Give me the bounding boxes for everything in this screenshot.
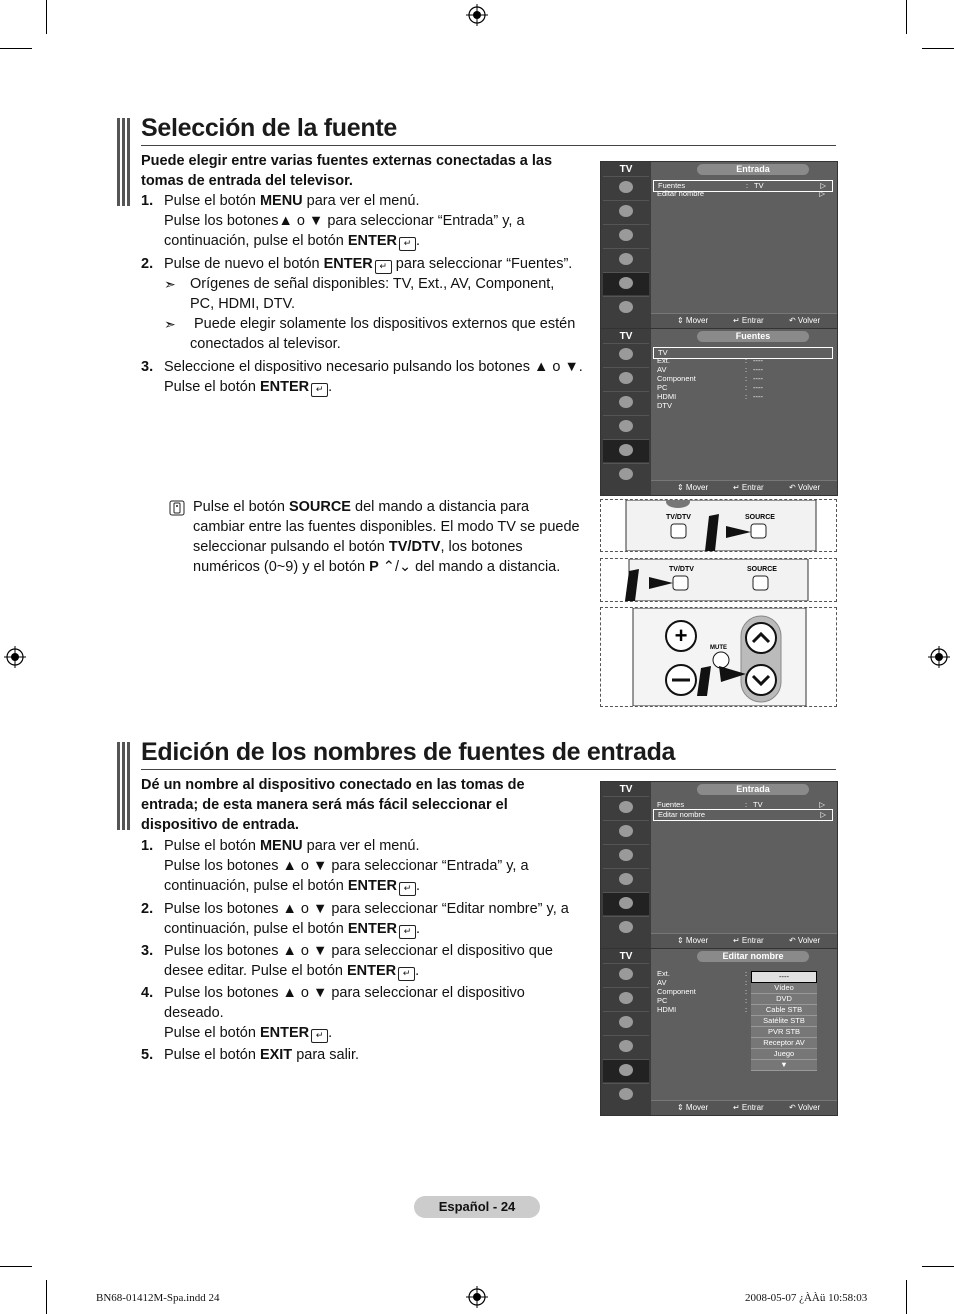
section-marker bbox=[117, 742, 132, 830]
picture-icon[interactable] bbox=[603, 796, 649, 819]
input-icon[interactable] bbox=[603, 272, 649, 295]
page-number: Español - 24 bbox=[414, 1196, 540, 1218]
name-option[interactable]: Juego bbox=[751, 1049, 817, 1060]
section-marker bbox=[117, 118, 132, 206]
name-option[interactable]: DVD bbox=[751, 994, 817, 1005]
mute-label: MUTE bbox=[710, 645, 727, 651]
enter-hint: ↵ Entrar bbox=[733, 936, 764, 945]
menu-row[interactable]: Component : bbox=[657, 987, 748, 996]
name-option[interactable]: ---- bbox=[751, 971, 817, 983]
tv-label: TV bbox=[619, 784, 633, 795]
menu-footer bbox=[651, 933, 837, 948]
name-option[interactable]: PVR STB bbox=[751, 1027, 817, 1038]
menu-row[interactable]: HDMI : ---- bbox=[657, 392, 763, 401]
registration-mark-icon bbox=[466, 4, 488, 26]
menu-row[interactable]: Fuentes : TV ▷ bbox=[657, 800, 825, 809]
setup-icon[interactable] bbox=[603, 868, 649, 891]
date-slug: 2008-05-07 ¿ÀÀü 10:58:03 bbox=[745, 1292, 868, 1304]
tv-label: TV bbox=[619, 951, 633, 962]
input-icon[interactable] bbox=[603, 439, 649, 462]
name-option[interactable]: Vídeo bbox=[751, 983, 817, 994]
enter-hint: ↵ Entrar bbox=[733, 483, 764, 492]
registration-mark-icon bbox=[466, 1286, 488, 1308]
picture-icon[interactable] bbox=[603, 343, 649, 366]
back-hint: ↶ Volver bbox=[789, 1103, 821, 1112]
step-number: 3. bbox=[141, 943, 154, 959]
enter-icon: ↵ bbox=[399, 882, 416, 896]
section-title: Edición de los nombres de fuentes de entrada bbox=[141, 738, 676, 766]
enter-icon: ↵ bbox=[398, 967, 415, 981]
name-option[interactable]: Satélite STB bbox=[751, 1016, 817, 1027]
step-number: 1. bbox=[141, 193, 154, 209]
menu-header: Entrada bbox=[697, 784, 809, 795]
remote-tvdtv-button-image bbox=[600, 558, 837, 602]
tv-menu-entrada bbox=[600, 161, 838, 329]
remote-tip-icon bbox=[169, 500, 185, 516]
enter-icon: ↵ bbox=[375, 260, 392, 274]
registration-mark-icon bbox=[928, 646, 950, 668]
name-option[interactable]: Receptor AV bbox=[751, 1038, 817, 1049]
menu-footer bbox=[651, 313, 837, 328]
menu-row[interactable]: PC : bbox=[657, 996, 748, 1005]
channel-icon[interactable] bbox=[603, 391, 649, 414]
application-icon[interactable] bbox=[603, 916, 649, 939]
move-hint: ⇕ Mover bbox=[677, 1103, 709, 1112]
menu-row[interactable]: HDMI : bbox=[657, 1005, 748, 1014]
menu-row[interactable]: AV : bbox=[657, 978, 748, 987]
menu-row[interactable]: PC : ---- bbox=[657, 383, 763, 392]
back-hint: ↶ Volver bbox=[789, 936, 821, 945]
menu-row[interactable]: Ext. : ---- bbox=[657, 356, 763, 365]
title-rule bbox=[141, 145, 836, 146]
svg-text:TV/DTV: TV/DTV bbox=[669, 566, 694, 573]
menu-sidebar bbox=[601, 329, 651, 495]
move-hint: ⇕ Mover bbox=[677, 936, 709, 945]
picture-icon[interactable] bbox=[603, 176, 649, 199]
section-intro: Puede elegir entre varias fuentes externas conectadas a las tomas de entrada del televisor. bbox=[141, 153, 553, 189]
menu-sidebar bbox=[601, 782, 651, 948]
sound-icon[interactable] bbox=[603, 367, 649, 390]
step-number: 3. bbox=[141, 359, 154, 375]
tv-menu-editar-nombre bbox=[600, 948, 838, 1116]
sound-icon[interactable] bbox=[603, 200, 649, 223]
enter-icon: ↵ bbox=[311, 1029, 328, 1043]
enter-icon: ↵ bbox=[399, 925, 416, 939]
back-hint: ↶ Volver bbox=[789, 483, 821, 492]
menu-row[interactable]: AV : ---- bbox=[657, 365, 763, 374]
menu-footer bbox=[651, 1100, 837, 1115]
step-number: 2. bbox=[141, 256, 154, 272]
application-icon[interactable] bbox=[603, 1083, 649, 1106]
remote-channel-buttons-image bbox=[600, 607, 837, 707]
step-number: 2. bbox=[141, 901, 154, 917]
source-label: SOURCE bbox=[745, 514, 775, 521]
note-arrow-icon: ➣ bbox=[164, 276, 176, 292]
name-option[interactable]: ▼ bbox=[751, 1060, 817, 1071]
step-number: 4. bbox=[141, 985, 154, 1001]
step-number: 1. bbox=[141, 838, 154, 854]
svg-text:SOURCE: SOURCE bbox=[747, 566, 777, 573]
note: ➣ Orígenes de señal disponibles: TV, Ext., AV, Component, PC, HDMI, DTV. bbox=[164, 276, 555, 312]
menu-row[interactable]: Editar nombre ▷ bbox=[653, 809, 833, 821]
enter-hint: ↵ Entrar bbox=[733, 316, 764, 325]
enter-hint: ↵ Entrar bbox=[733, 1103, 764, 1112]
menu-header: Entrada bbox=[697, 164, 809, 175]
tv-menu-entrada bbox=[600, 781, 838, 949]
channel-icon[interactable] bbox=[603, 224, 649, 247]
enter-icon: ↵ bbox=[311, 383, 328, 397]
menu-row[interactable]: Component : ---- bbox=[657, 374, 763, 383]
tvdtv-label: TV/DTV bbox=[666, 514, 691, 521]
tv-label: TV bbox=[619, 331, 633, 342]
menu-sidebar bbox=[601, 949, 651, 1115]
application-icon[interactable] bbox=[603, 296, 649, 319]
menu-row[interactable]: Editar nombre ▷ bbox=[657, 189, 825, 198]
setup-icon[interactable] bbox=[603, 415, 649, 438]
application-icon[interactable] bbox=[603, 463, 649, 486]
menu-row[interactable]: Ext. : bbox=[657, 969, 748, 978]
setup-icon[interactable] bbox=[603, 248, 649, 271]
sound-icon[interactable] bbox=[603, 987, 649, 1010]
back-hint: ↶ Volver bbox=[789, 316, 821, 325]
svg-text:+: + bbox=[674, 623, 688, 648]
sound-icon[interactable] bbox=[603, 820, 649, 843]
title-rule bbox=[141, 769, 836, 770]
input-icon[interactable] bbox=[603, 892, 649, 915]
section-title: Selección de la fuente bbox=[141, 114, 397, 142]
remote-tip: Pulse el botón SOURCE del mando a distancia para cambiar entre las fuentes disponibles. El modo TV se puede seleccionar pulsando el botón TV/DTV, los botones numéricos (0~9) y el botón P ⌃/⌄ del mando a distancia. bbox=[193, 499, 580, 575]
registration-mark-icon bbox=[4, 646, 26, 668]
move-hint: ⇕ Mover bbox=[677, 483, 709, 492]
menu-sidebar bbox=[601, 162, 651, 328]
menu-row[interactable]: TV bbox=[653, 347, 833, 359]
menu-header: Fuentes bbox=[697, 331, 809, 342]
step-number: 5. bbox=[141, 1047, 154, 1063]
tv-menu-fuentes bbox=[600, 328, 838, 496]
file-slug: BN68-01412M-Spa.indd 24 bbox=[96, 1292, 220, 1304]
tv-label: TV bbox=[619, 164, 633, 175]
enter-icon: ↵ bbox=[399, 237, 416, 251]
channel-icon[interactable] bbox=[603, 1011, 649, 1034]
move-hint: ⇕ Mover bbox=[677, 316, 709, 325]
channel-icon[interactable] bbox=[603, 844, 649, 867]
menu-row[interactable]: Fuentes : TV ▷ bbox=[653, 180, 833, 192]
name-option[interactable]: Cable STB bbox=[751, 1005, 817, 1016]
menu-header: Editar nombre bbox=[697, 951, 809, 962]
name-list bbox=[751, 971, 817, 1071]
input-icon[interactable] bbox=[603, 1059, 649, 1082]
remote-source-button-image bbox=[600, 499, 837, 552]
setup-icon[interactable] bbox=[603, 1035, 649, 1058]
menu-footer bbox=[651, 480, 837, 495]
section-intro: Dé un nombre al dispositivo conectado en las tomas de entrada; de esta manera será más fácil seleccionar el dispositivo de entrada. bbox=[141, 777, 525, 833]
note-arrow-icon: ➣ bbox=[164, 316, 176, 332]
menu-row[interactable]: DTV bbox=[657, 401, 672, 410]
picture-icon[interactable] bbox=[603, 963, 649, 986]
note: ➣ Puede elegir solamente los dispositivos externos que estén conectados al televisor. bbox=[164, 316, 576, 352]
